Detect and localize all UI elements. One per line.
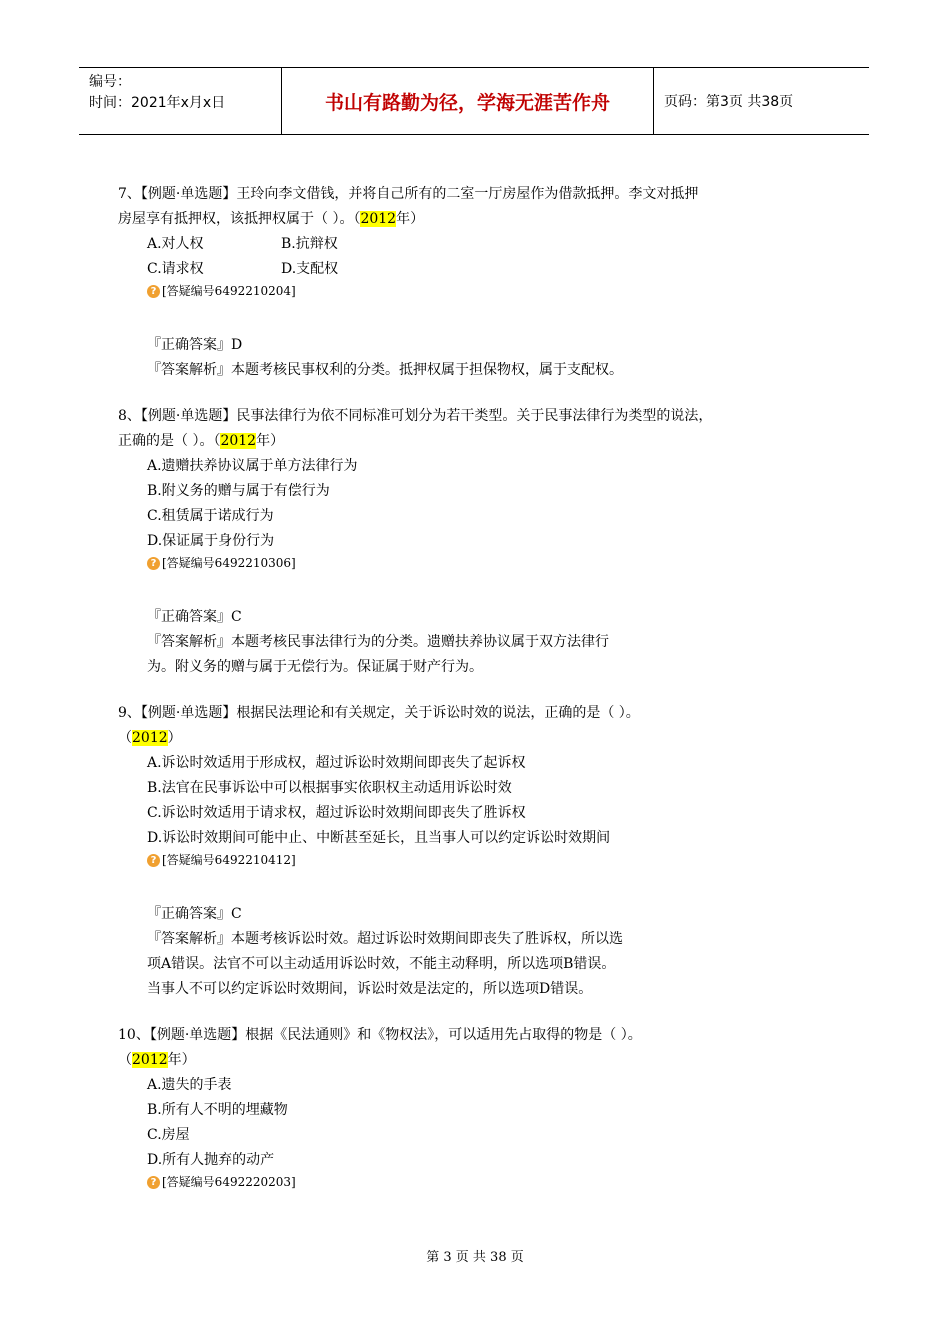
option-b: B.抗辩权 (281, 236, 338, 252)
answer-analysis-cont: 项A错误。法官不可以主动适用诉讼时效，不能主动释明，所以选项B错误。 (147, 956, 616, 972)
answer-analysis: 『答案解析』本题考核民事法律行为的分类。遗赠扶养协议属于双方法律行 (147, 634, 609, 650)
year-highlight: 2012 (132, 730, 168, 746)
question-stem-cont: 正确的是（ ）。（2012年） (118, 433, 285, 449)
year-highlight: 2012 (360, 211, 397, 227)
question-7 (118, 182, 848, 383)
options-row (118, 232, 848, 257)
question-10 (118, 1023, 848, 1190)
document-body (118, 182, 848, 1190)
option-b: B.附义务的赠与属于有偿行为 (147, 483, 330, 499)
option-d: D.保证属于身份行为 (147, 533, 275, 549)
question-stem: 10、【例题·单选题】根据《民法通则》和《物权法》，可以适用先占取得的物是（ ）。 (118, 1027, 642, 1043)
answer-ref[interactable]: ? [答疑编号6492210204] (118, 283, 848, 299)
option-b: B.法官在民事诉讼中可以根据事实依职权主动适用诉讼时效 (147, 780, 512, 796)
answer-analysis: 『答案解析』本题考核诉讼时效。超过诉讼时效期间即丧失了胜诉权，所以选 (147, 931, 623, 947)
header-number: 编号： (89, 74, 131, 90)
question-mark-icon[interactable]: ? (147, 285, 160, 298)
page-header (79, 67, 869, 135)
year-highlight: 2012 (220, 433, 257, 449)
option-a: A.遗赠扶养协议属于单方法律行为 (147, 458, 358, 474)
option-c: C.租赁属于诺成行为 (147, 508, 274, 524)
option-c: C.房屋 (147, 1127, 190, 1143)
answer-ref[interactable]: ? [答疑编号6492220203] (118, 1174, 848, 1190)
question-stem-cont: （2012） (118, 730, 182, 746)
answer-analysis: 『答案解析』本题考核民事权利的分类。抵押权属于担保物权，属于支配权。 (147, 362, 623, 378)
header-motto: 书山有路勤为径，学海无涯苦作舟 (282, 68, 654, 134)
question-stem: 8、【例题·单选题】民事法律行为依不同标准可划分为若干类型。关于民事法律行为类型的说法， (118, 408, 713, 424)
option-d: D.所有人抛弃的动产 (147, 1152, 275, 1168)
correct-answer: 『正确答案』C (147, 609, 242, 625)
question-9 (118, 701, 848, 1002)
question-mark-icon[interactable]: ? (147, 557, 160, 570)
question-stem-cont: （2012年） (118, 1052, 196, 1068)
option-b: B.所有人不明的埋藏物 (147, 1102, 288, 1118)
year-highlight: 2012 (132, 1052, 168, 1068)
option-a: A.诉讼时效适用于形成权，超过诉讼时效期间即丧失了起诉权 (147, 755, 526, 771)
question-stem: 9、【例题·单选题】根据民法理论和有关规定，关于诉讼时效的说法，正确的是（ ）。 (118, 705, 640, 721)
correct-answer: 『正确答案』C (147, 906, 242, 922)
answer-ref[interactable]: ? [答疑编号6492210412] (118, 852, 848, 868)
option-c: C.请求权 (147, 261, 204, 277)
header-time: 时间：2021年x月x日 (89, 95, 226, 111)
option-d: D.诉讼时效期间可能中止、中断甚至延长，且当事人可以约定诉讼时效期间 (147, 830, 611, 846)
correct-answer: 『正确答案』D (147, 337, 243, 353)
option-a: A.遗失的手表 (147, 1077, 232, 1093)
option-d: D.支配权 (281, 261, 339, 277)
question-mark-icon[interactable]: ? (147, 854, 160, 867)
answer-analysis-cont: 为。附义务的赠与属于无偿行为。保证属于财产行为。 (147, 659, 483, 675)
question-mark-icon[interactable]: ? (147, 1176, 160, 1189)
question-8 (118, 404, 848, 680)
option-c: C.诉讼时效适用于请求权，超过诉讼时效期间即丧失了胜诉权 (147, 805, 526, 821)
answer-analysis-cont: 当事人不可以约定诉讼时效期间，诉讼时效是法定的，所以选项D错误。 (147, 981, 593, 997)
question-stem: 7、【例题·单选题】王玲向李文借钱，并将自己所有的二室一厅房屋作为借款抵押。李文对抵押 (118, 186, 699, 202)
options-row (118, 257, 848, 282)
page-footer: 第 3 页 共 38 页 (426, 1250, 524, 1265)
answer-ref[interactable]: ? [答疑编号6492210306] (118, 555, 848, 571)
header-page-info: 页码：第3页 共38页 (664, 94, 794, 110)
question-stem-cont: 房屋享有抵押权，该抵押权属于（ ）。（2012年） (118, 211, 425, 227)
option-a: A.对人权 (147, 236, 204, 252)
header-meta (79, 68, 282, 134)
